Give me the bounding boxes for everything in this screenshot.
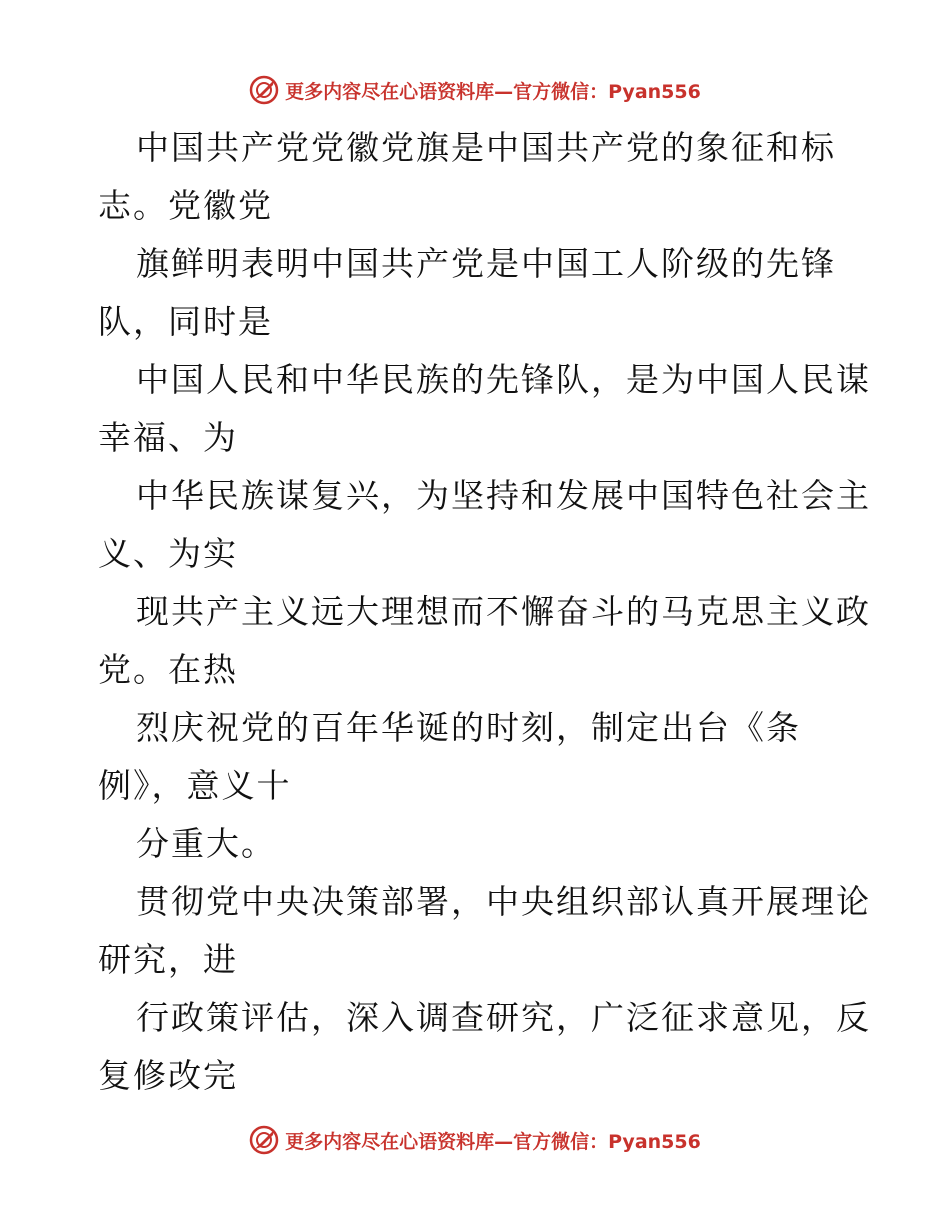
text-line: 行政策评估，深入调查研究，广泛征求意见，反 bbox=[136, 998, 871, 1037]
text-line: 研究，进 bbox=[98, 940, 238, 979]
text-line: 分重大。 bbox=[136, 824, 276, 863]
text-line: 中华民族谋复兴，为坚持和发展中国特色社会主 bbox=[136, 476, 871, 515]
text-line: 中国人民和中华民族的先锋队，是为中国人民谋 bbox=[136, 360, 871, 399]
text-line: 烈庆祝党的百年华诞的时刻，制定出台《条 bbox=[136, 708, 801, 747]
text-line: 义、为实 bbox=[98, 534, 238, 573]
text-line: 志。党徽党 bbox=[98, 186, 273, 225]
text-line: 队，同时是 bbox=[98, 302, 273, 341]
text-line: 贯彻党中央决策部署，中央组织部认真开展理论 bbox=[136, 882, 871, 921]
text-line: 党。在热 bbox=[98, 650, 238, 689]
text-line: 幸福、为 bbox=[98, 418, 238, 457]
text-line: 复修改完 bbox=[98, 1056, 238, 1095]
header-banner bbox=[0, 72, 950, 108]
text-line: 旗鲜明表明中国共产党是中国工人阶级的先锋 bbox=[136, 244, 836, 283]
text-line: 例》，意义十 bbox=[98, 766, 292, 805]
banner-text: 更多内容尽在心语资料库—官方微信：Pyan556 bbox=[285, 1130, 701, 1153]
logo-icon bbox=[249, 75, 279, 105]
logo-icon bbox=[249, 1125, 279, 1155]
banner-text: 更多内容尽在心语资料库—官方微信：Pyan556 bbox=[285, 80, 701, 103]
text-line: 中国共产党党徽党旗是中国共产党的象征和标 bbox=[136, 128, 836, 167]
text-line: 现共产主义远大理想而不懈奋斗的马克思主义政 bbox=[136, 592, 871, 631]
footer-banner bbox=[0, 1122, 950, 1158]
